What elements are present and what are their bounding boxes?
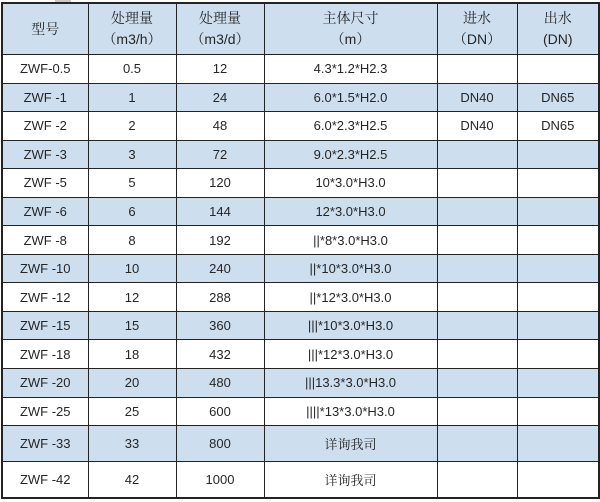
column-header-model xyxy=(2,3,88,55)
cell-outlet-dn xyxy=(517,140,599,169)
column-header-unit: （m） xyxy=(330,31,371,47)
cell-model: ZWF -18 xyxy=(2,340,88,369)
cell-capacity-d: 12 xyxy=(176,55,264,84)
cell-outlet-dn xyxy=(517,397,599,426)
table-row xyxy=(2,55,599,84)
cell-capacity-d: 48 xyxy=(176,112,264,141)
cell-model: ZWF -33 xyxy=(2,426,88,462)
column-header-dimensions xyxy=(264,3,437,55)
cell-dimensions: 10*3.0*H3.0 xyxy=(264,169,437,198)
cell-inlet-dn xyxy=(437,140,517,169)
cell-capacity-h: 15 xyxy=(88,311,176,340)
cell-capacity-d: 288 xyxy=(176,283,264,312)
cell-outlet-dn xyxy=(517,426,599,462)
cell-capacity-h: 0.5 xyxy=(88,55,176,84)
column-header-unit: （m3/h） xyxy=(102,31,162,47)
cell-capacity-h: 5 xyxy=(88,169,176,198)
cell-dimensions: 6.0*2.3*H2.5 xyxy=(264,112,437,141)
cell-capacity-d: 480 xyxy=(176,369,264,398)
cell-dimensions: ||*12*3.0*H3.0 xyxy=(264,283,437,312)
cell-inlet-dn: DN40 xyxy=(437,112,517,141)
cell-outlet-dn xyxy=(517,226,599,255)
cell-capacity-d: 600 xyxy=(176,397,264,426)
table-row xyxy=(2,112,599,141)
cell-inlet-dn xyxy=(437,369,517,398)
cell-outlet-dn xyxy=(517,340,599,369)
cell-model: ZWF -25 xyxy=(2,397,88,426)
table-header xyxy=(2,3,599,55)
column-header-capacity-h xyxy=(88,3,176,55)
cell-outlet-dn xyxy=(517,461,599,498)
cell-capacity-h: 25 xyxy=(88,397,176,426)
cell-capacity-h: 2 xyxy=(88,112,176,141)
cell-capacity-d: 192 xyxy=(176,226,264,255)
cell-outlet-dn xyxy=(517,254,599,283)
cell-capacity-h: 20 xyxy=(88,369,176,398)
cell-capacity-d: 120 xyxy=(176,169,264,198)
cell-inlet-dn xyxy=(437,426,517,462)
cell-model: ZWF -42 xyxy=(2,461,88,498)
cell-inlet-dn: DN40 xyxy=(437,83,517,112)
cell-inlet-dn xyxy=(437,340,517,369)
cell-model: ZWF -3 xyxy=(2,140,88,169)
cell-dimensions: 4.3*1.2*H2.3 xyxy=(264,55,437,84)
table-row xyxy=(2,397,599,426)
cell-outlet-dn xyxy=(517,55,599,84)
cell-inlet-dn xyxy=(437,55,517,84)
table-row xyxy=(2,197,599,226)
column-header-label: 处理量 xyxy=(111,10,153,26)
table-body xyxy=(2,55,599,499)
cell-capacity-h: 3 xyxy=(88,140,176,169)
cell-capacity-d: 72 xyxy=(176,140,264,169)
cell-inlet-dn xyxy=(437,169,517,198)
cell-capacity-d: 240 xyxy=(176,254,264,283)
cell-capacity-d: 144 xyxy=(176,197,264,226)
cell-capacity-h: 42 xyxy=(88,461,176,498)
cell-dimensions: 详询我司 xyxy=(264,426,437,462)
cell-capacity-d: 360 xyxy=(176,311,264,340)
cell-inlet-dn xyxy=(437,397,517,426)
cell-outlet-dn xyxy=(517,283,599,312)
cell-capacity-h: 18 xyxy=(88,340,176,369)
cell-outlet-dn xyxy=(517,169,599,198)
cell-dimensions: ||||*13*3.0*H3.0 xyxy=(264,397,437,426)
cell-outlet-dn xyxy=(517,369,599,398)
table-row xyxy=(2,169,599,198)
cell-model: ZWF -20 xyxy=(2,369,88,398)
table-row xyxy=(2,83,599,112)
cell-dimensions: ||*8*3.0*H3.0 xyxy=(264,226,437,255)
cell-model: ZWF -15 xyxy=(2,311,88,340)
column-header-unit: (DN) xyxy=(542,31,573,47)
column-header-label: 进水 xyxy=(463,10,491,26)
header-row xyxy=(2,3,599,55)
cell-outlet-dn: DN65 xyxy=(517,112,599,141)
cell-dimensions: 6.0*1.5*H2.0 xyxy=(264,83,437,112)
cell-dimensions: 详询我司 xyxy=(264,461,437,498)
table-row xyxy=(2,311,599,340)
cell-capacity-d: 800 xyxy=(176,426,264,462)
cell-model: ZWF -10 xyxy=(2,254,88,283)
cell-inlet-dn xyxy=(437,254,517,283)
table-row xyxy=(2,369,599,398)
cell-inlet-dn xyxy=(437,226,517,255)
column-header-label: 主体尺寸 xyxy=(322,10,379,26)
cell-model: ZWF -8 xyxy=(2,226,88,255)
cell-outlet-dn: DN65 xyxy=(517,83,599,112)
table-row xyxy=(2,140,599,169)
product-spec-table xyxy=(1,2,600,499)
cell-capacity-d: 24 xyxy=(176,83,264,112)
cell-model: ZWF -5 xyxy=(2,169,88,198)
cell-dimensions: ||*10*3.0*H3.0 xyxy=(264,254,437,283)
cell-capacity-h: 6 xyxy=(88,197,176,226)
table-row xyxy=(2,461,599,498)
column-header-outlet-dn xyxy=(517,3,599,55)
cell-capacity-d: 432 xyxy=(176,340,264,369)
table-row xyxy=(2,254,599,283)
column-header-label: 处理量 xyxy=(199,10,241,26)
cell-dimensions: |||*12*3.0*H3.0 xyxy=(264,340,437,369)
table-row xyxy=(2,426,599,462)
cell-outlet-dn xyxy=(517,311,599,340)
cell-inlet-dn xyxy=(437,311,517,340)
cell-dimensions: |||*10*3.0*H3.0 xyxy=(264,311,437,340)
column-header-label: 型号 xyxy=(31,20,60,37)
cell-capacity-h: 8 xyxy=(88,226,176,255)
cell-capacity-h: 1 xyxy=(88,83,176,112)
cell-inlet-dn xyxy=(437,461,517,498)
cell-outlet-dn xyxy=(517,197,599,226)
cell-inlet-dn xyxy=(437,283,517,312)
cell-dimensions: 12*3.0*H3.0 xyxy=(264,197,437,226)
column-header-capacity-d xyxy=(176,3,264,55)
cell-model: ZWF -6 xyxy=(2,197,88,226)
table-row xyxy=(2,226,599,255)
column-header-unit: （DN） xyxy=(452,31,502,47)
column-header-inlet-dn xyxy=(437,3,517,55)
cell-model: ZWF -12 xyxy=(2,283,88,312)
column-header-label: 出水 xyxy=(543,10,572,26)
cell-model: ZWF -1 xyxy=(2,83,88,112)
cell-capacity-d: 1000 xyxy=(176,461,264,498)
cell-model: ZWF -2 xyxy=(2,112,88,141)
cell-model: ZWF-0.5 xyxy=(2,55,88,84)
cell-inlet-dn xyxy=(437,197,517,226)
column-header-unit: （m3/d） xyxy=(190,31,250,47)
cell-dimensions: 9.0*2.3*H2.5 xyxy=(264,140,437,169)
cell-capacity-h: 33 xyxy=(88,426,176,462)
cell-capacity-h: 10 xyxy=(88,254,176,283)
table-row xyxy=(2,283,599,312)
cell-capacity-h: 12 xyxy=(88,283,176,312)
cell-dimensions: |||13.3*3.0*H3.0 xyxy=(264,369,437,398)
table-row xyxy=(2,340,599,369)
